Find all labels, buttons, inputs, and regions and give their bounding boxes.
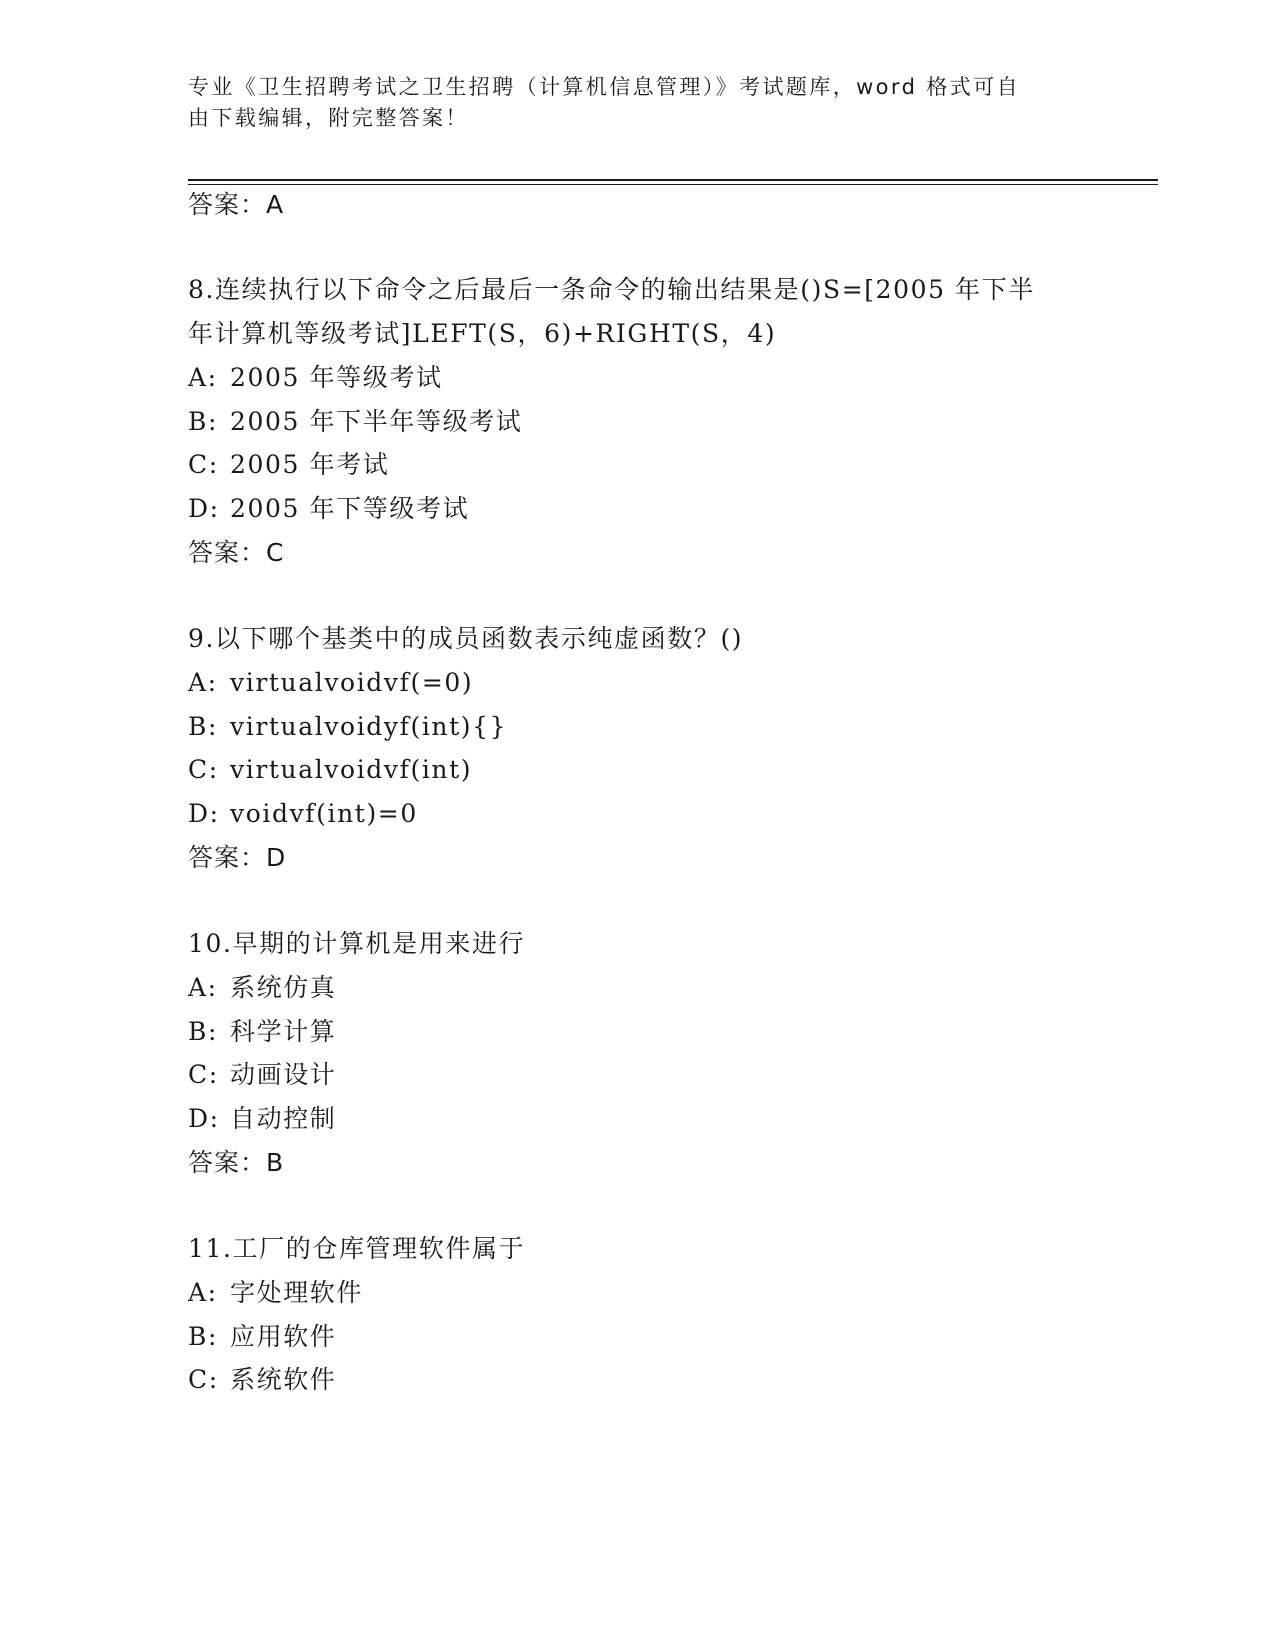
option-text: 系统仿真 [230, 973, 337, 1002]
question-8-option-b [188, 406, 522, 438]
question-10-option-b [188, 1016, 336, 1048]
option-text: 2005 年下等级考试 [230, 494, 470, 523]
question-11-option-b [188, 1321, 336, 1353]
question-10-option-d [188, 1103, 336, 1135]
option-text: voidvf(int)=0 [230, 799, 418, 828]
document-header [188, 72, 1068, 134]
question-10-option-c [188, 1059, 336, 1091]
option-label: A: [188, 1278, 218, 1307]
question-8-option-c [188, 449, 389, 481]
header-divider-thick [188, 179, 1158, 181]
question-9-option-b [188, 711, 507, 743]
option-text: virtualvoidyf(int){} [230, 712, 508, 741]
header-divider-thin [188, 184, 1158, 185]
question-9-option-d [188, 798, 418, 830]
option-label: A: [188, 973, 218, 1002]
question-9-answer: 答案：D [188, 843, 287, 872]
question-9-option-c [188, 754, 472, 786]
option-label: C: [188, 1365, 219, 1394]
option-label: B: [188, 1017, 218, 1046]
option-text: 2005 年考试 [230, 450, 390, 479]
question-8-stem-line-2: 年计算机等级考试]LEFT(S，6)+RIGHT(S，4) [188, 319, 777, 348]
option-text: 2005 年下半年等级考试 [230, 407, 523, 436]
option-text: 动画设计 [230, 1060, 337, 1089]
option-label: A: [188, 668, 218, 697]
question-9-option-a [188, 667, 473, 699]
question-10-stem: 10.早期的计算机是用来进行 [188, 929, 526, 958]
option-text: 系统软件 [230, 1365, 337, 1394]
option-text: 应用软件 [230, 1322, 337, 1351]
question-10-answer: 答案：B [188, 1148, 285, 1177]
option-label: B: [188, 407, 218, 436]
option-text: virtualvoidvf(int) [230, 755, 473, 784]
option-text: 2005 年等级考试 [230, 363, 443, 392]
option-label: D: [188, 494, 220, 523]
question-8-stem-line-1: 8.连续执行以下命令之后最后一条命令的输出结果是()S=[2005 年下半 [188, 275, 1035, 304]
question-11-stem: 11.工厂的仓库管理软件属于 [188, 1234, 526, 1263]
question-10-option-a [188, 972, 336, 1004]
header-line-1: 专业《卫生招聘考试之卫生招聘（计算机信息管理）》考试题库，word 格式可自 [188, 75, 1020, 99]
option-label: D: [188, 1104, 220, 1133]
question-8-answer: 答案：C [188, 538, 285, 567]
header-line-2: 由下载编辑，附完整答案！ [188, 106, 469, 130]
previous-answer: 答案：A [188, 190, 285, 219]
option-label: B: [188, 1322, 218, 1351]
option-text: 字处理软件 [230, 1278, 364, 1307]
option-label: D: [188, 799, 220, 828]
question-8-option-d [188, 493, 469, 525]
question-11-option-c [188, 1364, 336, 1396]
option-label: A: [188, 363, 218, 392]
option-label: B: [188, 712, 218, 741]
option-label: C: [188, 450, 219, 479]
option-text: 科学计算 [230, 1017, 337, 1046]
option-label: C: [188, 1060, 219, 1089]
question-9-stem: 9.以下哪个基类中的成员函数表示纯虚函数？() [188, 624, 744, 653]
option-text: 自动控制 [230, 1104, 337, 1133]
option-label: C: [188, 755, 219, 784]
question-8-option-a [188, 362, 443, 394]
question-11-option-a [188, 1277, 363, 1309]
option-text: virtualvoidvf(=0) [230, 668, 474, 697]
